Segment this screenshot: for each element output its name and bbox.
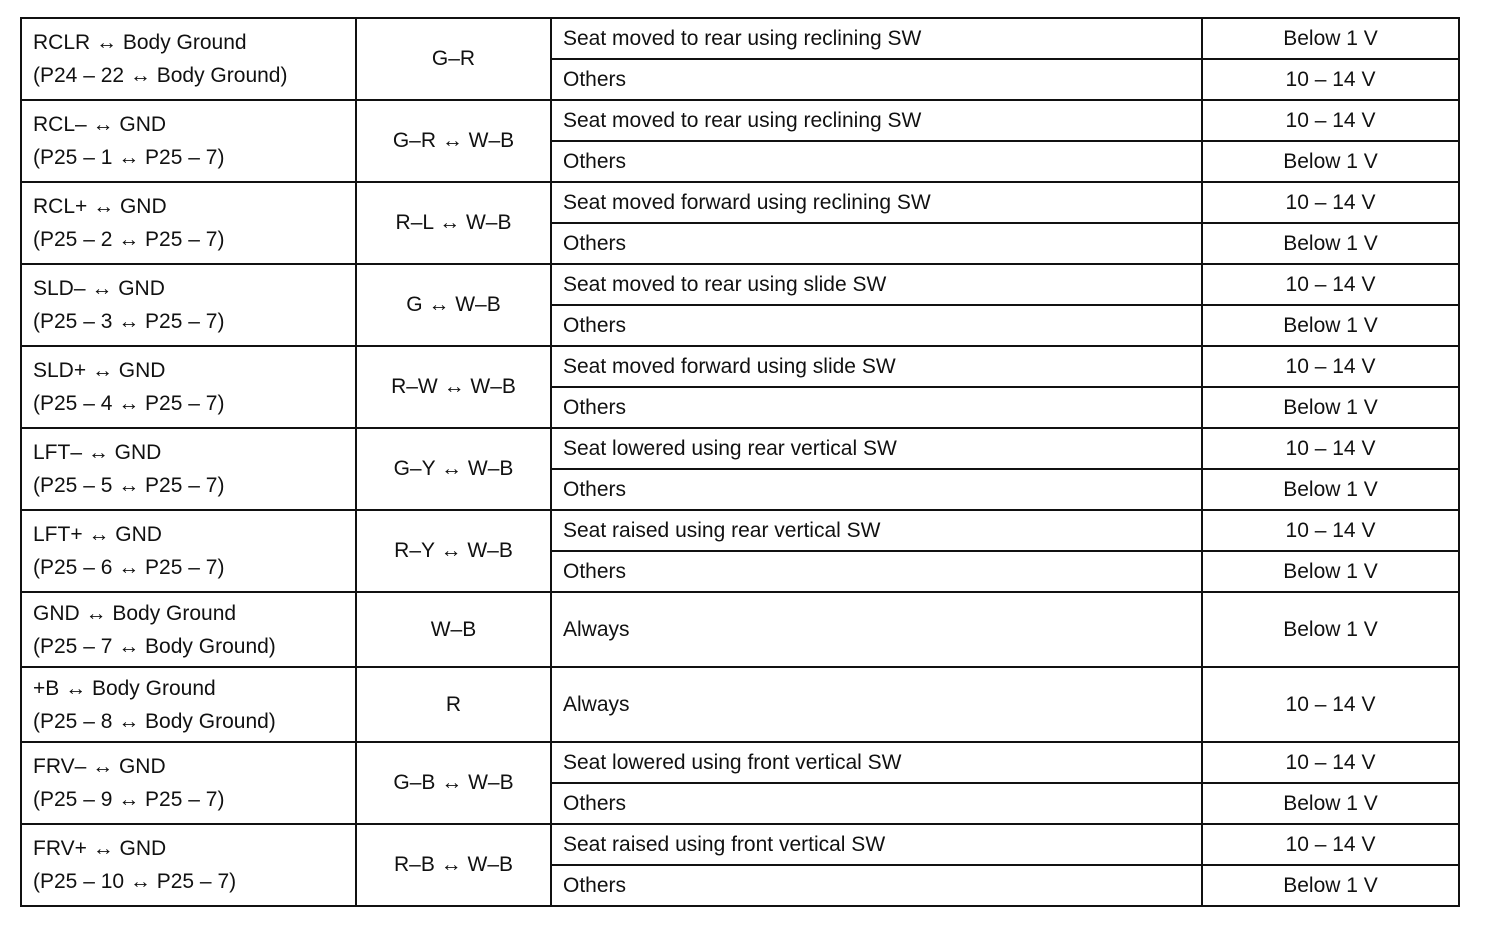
specified-condition-cell: 10 – 14 V xyxy=(1202,346,1459,387)
condition-cell: Always xyxy=(551,667,1202,742)
condition-cell: Seat raised using rear vertical SW xyxy=(551,510,1202,551)
condition-cell: Others xyxy=(551,387,1202,428)
wiring-color-cell: R–W ↔ W–B xyxy=(356,346,551,428)
table-row xyxy=(21,182,1459,223)
table-row xyxy=(21,824,1459,865)
terminal-cell xyxy=(21,428,356,510)
table-row xyxy=(21,264,1459,305)
condition-cell: Seat moved forward using slide SW xyxy=(551,346,1202,387)
terminal-cell xyxy=(21,592,356,667)
table-row xyxy=(21,428,1459,469)
terminal-pins: (P25 – 2 ↔ P25 – 7) xyxy=(33,228,225,251)
wiring-color-cell: R xyxy=(356,667,551,742)
terminal-name: FRV– ↔ GND xyxy=(33,755,166,778)
specified-condition-cell: Below 1 V xyxy=(1202,18,1459,59)
specified-condition-cell: Below 1 V xyxy=(1202,305,1459,346)
table-row xyxy=(21,667,1459,742)
specified-condition-cell: Below 1 V xyxy=(1202,387,1459,428)
terminal-name: RCL+ ↔ GND xyxy=(33,195,167,218)
specified-condition-cell: 10 – 14 V xyxy=(1202,824,1459,865)
terminal-name: SLD+ ↔ GND xyxy=(33,359,166,382)
terminal-name: RCLR ↔ Body Ground xyxy=(33,31,247,54)
specified-condition-cell: Below 1 V xyxy=(1202,551,1459,592)
terminal-pins: (P25 – 6 ↔ P25 – 7) xyxy=(33,556,225,579)
wiring-color-cell: G–R ↔ W–B xyxy=(356,100,551,182)
condition-cell: Seat lowered using rear vertical SW xyxy=(551,428,1202,469)
table-body xyxy=(21,18,1459,906)
condition-cell: Others xyxy=(551,59,1202,100)
terminal-cell xyxy=(21,667,356,742)
specified-condition-cell: 10 – 14 V xyxy=(1202,100,1459,141)
wiring-color-cell: R–L ↔ W–B xyxy=(356,182,551,264)
wiring-color-cell: G–B ↔ W–B xyxy=(356,742,551,824)
wiring-color-cell: G ↔ W–B xyxy=(356,264,551,346)
wiring-color-cell: G–R xyxy=(356,18,551,100)
terminal-name: LFT– ↔ GND xyxy=(33,441,162,464)
specified-condition-cell: 10 – 14 V xyxy=(1202,428,1459,469)
terminal-name: FRV+ ↔ GND xyxy=(33,837,167,860)
terminal-cell xyxy=(21,742,356,824)
specified-condition-cell: 10 – 14 V xyxy=(1202,264,1459,305)
terminal-pins: (P25 – 5 ↔ P25 – 7) xyxy=(33,474,225,497)
specified-condition-cell: 10 – 14 V xyxy=(1202,59,1459,100)
terminal-pins: (P25 – 7 ↔ Body Ground) xyxy=(33,634,276,658)
wiring-color-cell: R–Y ↔ W–B xyxy=(356,510,551,592)
terminal-name: SLD– ↔ GND xyxy=(33,277,165,300)
terminal-name: GND ↔ Body Ground xyxy=(33,601,237,625)
terminal-name: +B ↔ Body Ground xyxy=(33,676,216,700)
terminal-pins: (P25 – 9 ↔ P25 – 7) xyxy=(33,788,225,811)
condition-cell: Others xyxy=(551,305,1202,346)
terminal-name: LFT+ ↔ GND xyxy=(33,523,162,546)
specified-condition-cell: Below 1 V xyxy=(1202,865,1459,906)
wiring-color-cell: R–B ↔ W–B xyxy=(356,824,551,906)
specified-condition-cell: 10 – 14 V xyxy=(1202,742,1459,783)
terminal-pins: (P25 – 10 ↔ P25 – 7) xyxy=(33,870,237,893)
specified-condition-cell: 10 – 14 V xyxy=(1202,182,1459,223)
terminal-name: RCL– ↔ GND xyxy=(33,113,167,136)
specified-condition-cell: 10 – 14 V xyxy=(1202,510,1459,551)
terminal-pins: (P25 – 8 ↔ Body Ground) xyxy=(33,709,276,733)
condition-cell: Others xyxy=(551,223,1202,264)
terminal-cell xyxy=(21,100,356,182)
table-row xyxy=(21,742,1459,783)
inspection-table-container xyxy=(20,17,1458,907)
terminal-pins: (P25 – 3 ↔ P25 – 7) xyxy=(33,310,225,333)
specified-condition-cell: Below 1 V xyxy=(1202,223,1459,264)
condition-cell: Seat moved forward using reclining SW xyxy=(551,182,1202,223)
condition-cell: Others xyxy=(551,469,1202,510)
table-row xyxy=(21,100,1459,141)
wiring-color-cell: W–B xyxy=(356,592,551,667)
terminal-cell xyxy=(21,18,356,100)
specified-condition-cell: 10 – 14 V xyxy=(1202,667,1459,742)
condition-cell: Others xyxy=(551,141,1202,182)
condition-cell: Always xyxy=(551,592,1202,667)
specified-condition-cell: Below 1 V xyxy=(1202,469,1459,510)
condition-cell: Seat moved to rear using reclining SW xyxy=(551,18,1202,59)
terminal-cell xyxy=(21,264,356,346)
condition-cell: Seat lowered using front vertical SW xyxy=(551,742,1202,783)
wiring-color-cell: G–Y ↔ W–B xyxy=(356,428,551,510)
terminal-pins: (P24 – 22 ↔ Body Ground) xyxy=(33,64,288,87)
table-row xyxy=(21,346,1459,387)
condition-cell: Others xyxy=(551,783,1202,824)
table-row xyxy=(21,510,1459,551)
terminal-pins: (P25 – 4 ↔ P25 – 7) xyxy=(33,392,225,415)
table-row xyxy=(21,18,1459,59)
terminal-cell xyxy=(21,510,356,592)
terminal-cell xyxy=(21,182,356,264)
condition-cell: Seat raised using front vertical SW xyxy=(551,824,1202,865)
specified-condition-cell: Below 1 V xyxy=(1202,141,1459,182)
terminal-cell xyxy=(21,824,356,906)
condition-cell: Seat moved to rear using slide SW xyxy=(551,264,1202,305)
terminal-pins: (P25 – 1 ↔ P25 – 7) xyxy=(33,146,225,169)
specified-condition-cell: Below 1 V xyxy=(1202,783,1459,824)
specified-condition-cell: Below 1 V xyxy=(1202,592,1459,667)
table-row xyxy=(21,592,1459,667)
terminal-inspection-table xyxy=(20,17,1460,907)
condition-cell: Others xyxy=(551,551,1202,592)
condition-cell: Others xyxy=(551,865,1202,906)
condition-cell: Seat moved to rear using reclining SW xyxy=(551,100,1202,141)
terminal-cell xyxy=(21,346,356,428)
